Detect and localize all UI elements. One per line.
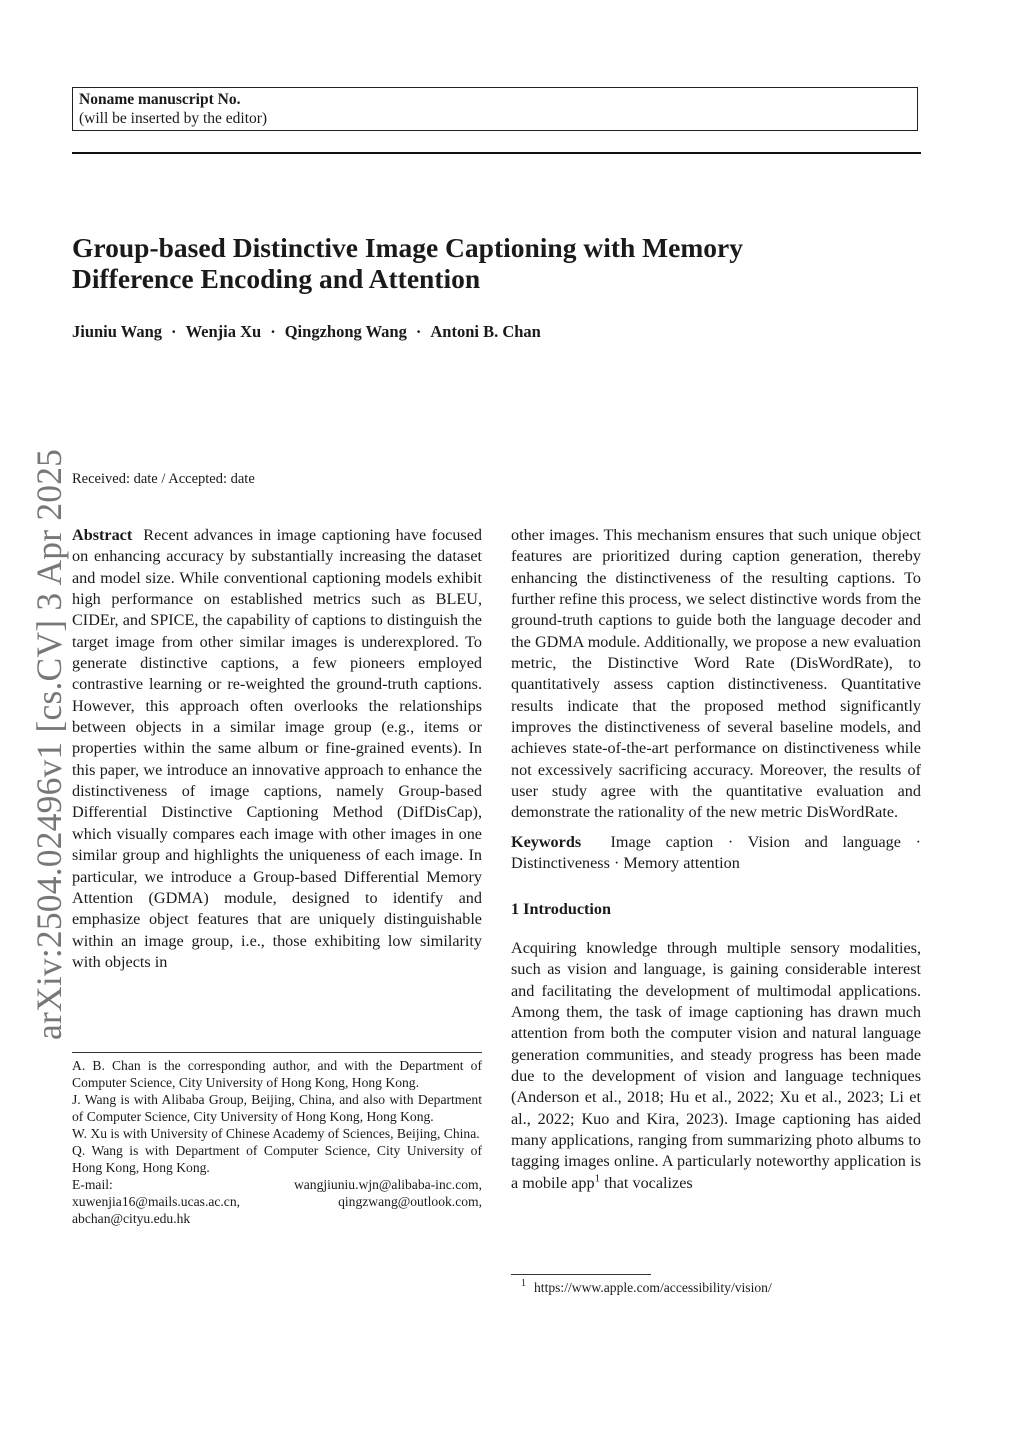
author-separator: ·: [415, 322, 422, 341]
author-separator: ·: [171, 322, 177, 341]
introduction-text: Acquiring knowledge through multiple sensory modalities, such as vision and language, is gaining considerable interest and facilitating the development of multimodal applications. Among them, the task of image captioning has drawn much attention from both the computer vision and natural language generation communities, and steady progress has been made due to the development of vision and language techniques (Anderson et al., 2018; Hu et al., 2022; Xu et al., 2023; Li et al., 2022; Kuo and Kira, 2023). Image captioning has aided many applications, ranging from summarizing photo albums to tagging images online. A particularly noteworthy application is a mobile app: [511, 938, 921, 1192]
right-column: [511, 525, 921, 1194]
footnote-reference[interactable]: 1: [594, 1172, 601, 1185]
title-line-1: Group-based Distinctive Image Captioning with Memory: [72, 232, 743, 263]
editor-box: [72, 87, 918, 131]
abstract-label: Abstract: [72, 526, 133, 544]
email-address[interactable]: abchan@cityu.edu.hk: [72, 1211, 191, 1226]
abstract-text-right: other images. This mechanism ensures that such unique object features are prioritized during caption generation, thereby enhancing the distinctiveness of the resulting captions. To further refine this process, we select distinctive words from the ground-truth captions to guide both the language decoder and the GDMA module. Additionally, we propose a new evaluation metric, the Distinctive Word Rate (DisWordRate), to quantitatively assess caption distinctiveness. Quantitative results indicate that the proposed method significantly improves the distinctiveness of several baseline models, and achieves state-of-the-art performance on distinctiveness while not excessively sacrificing accuracy. Moreover, the results of user study agree with the quantitative evaluation and demonstrate the rationality of the new metric DisWordRate.: [511, 526, 921, 822]
arxiv-identifier-stamp: arXiv:2504.02496v1 [cs.CV] 3 Apr 2025: [29, 448, 69, 1040]
abstract-text-left: Recent advances in image captioning have focused on enhancing accuracy by substantially increasing the dataset and model size. While conventional captioning models exhibit high performance on established metrics such as BLEU, CIDEr, and SPICE, the capability of captions to distinguish the target image from other similar images is underexplored. To generate distinctive captions, a few pioneers employed contrastive learning or re-weighted the ground-truth captions. However, this approach often overlooks the relationships between objects in a similar image group (e.g., items or properties within the same album or fine-grained events). In this paper, we introduce an innovative approach to enhance the distinctiveness of image captions, namely Group-based Differential Distinctive Captioning Method (DifDisCap), which visually compares each image with other images in one similar group and highlights the uniqueness of each image. In particular, we introduce a Group-based Differential Memory Attention (GDMA) module, designed to identify and emphasize object features that are uniquely distinguishable within an image group, i.e., those exhibiting low similarity with objects in: [72, 526, 482, 971]
keywords-label: Keywords: [511, 832, 582, 851]
email-label: E-mail:: [72, 1177, 113, 1192]
author-list: [72, 322, 541, 342]
email-address[interactable]: wangjiuniu.wjn@alibaba-inc.com,: [293, 1177, 482, 1192]
abstract-paragraph: [72, 525, 482, 973]
footnote-1: [511, 1280, 772, 1296]
paper-title: [72, 232, 932, 294]
introduction-paragraph: [511, 938, 921, 1194]
footnote-url[interactable]: https://www.apple.com/accessibility/vision/: [534, 1280, 772, 1295]
manuscript-number-label: Noname manuscript No.: [79, 91, 241, 108]
editor-note: (will be inserted by the editor): [79, 110, 268, 127]
header-rule: [72, 152, 921, 154]
left-column: [72, 525, 482, 973]
email-row: [72, 1176, 482, 1193]
author-name: Jiuniu Wang: [72, 322, 163, 341]
received-accepted-dates: Received: date / Accepted: date: [72, 471, 255, 487]
author-name: Qingzhong Wang: [284, 322, 407, 341]
affiliation-footnotes: [72, 1052, 482, 1227]
author-separator: ·: [270, 322, 276, 341]
keywords-paragraph: [511, 832, 921, 875]
affiliation-note: A. B. Chan is the corresponding author, and with the Department of Computer Science, City University of Hong Kong, Hong Kong.: [72, 1058, 482, 1090]
introduction-text-end: that vocalizes: [600, 1173, 693, 1192]
footnote-marker: 1: [521, 1278, 526, 1290]
email-row: [72, 1193, 482, 1210]
affiliation-note: Q. Wang is with Department of Computer Science, City University of Hong Kong, Hong Kong.: [72, 1143, 482, 1175]
email-address[interactable]: xuwenjia16@mails.ucas.ac.cn,: [72, 1194, 241, 1209]
author-name: Wenjia Xu: [185, 322, 262, 341]
title-line-2: Difference Encoding and Attention: [72, 263, 481, 294]
section-heading-introduction: 1 Introduction: [511, 899, 611, 918]
footnote-divider-right: [511, 1274, 651, 1275]
keywords-text: Image caption · Vision and language · Distinctiveness · Memory attention: [511, 832, 922, 873]
affiliation-note: J. Wang is with Alibaba Group, Beijing, China, and also with Department of Computer Science, City University of Hong Kong, Hong Kong.: [72, 1092, 482, 1124]
email-address[interactable]: qingzwang@outlook.com,: [338, 1194, 482, 1209]
author-name: Antoni B. Chan: [430, 322, 541, 341]
affiliation-note: W. Xu is with University of Chinese Academy of Sciences, Beijing, China.: [72, 1126, 480, 1141]
